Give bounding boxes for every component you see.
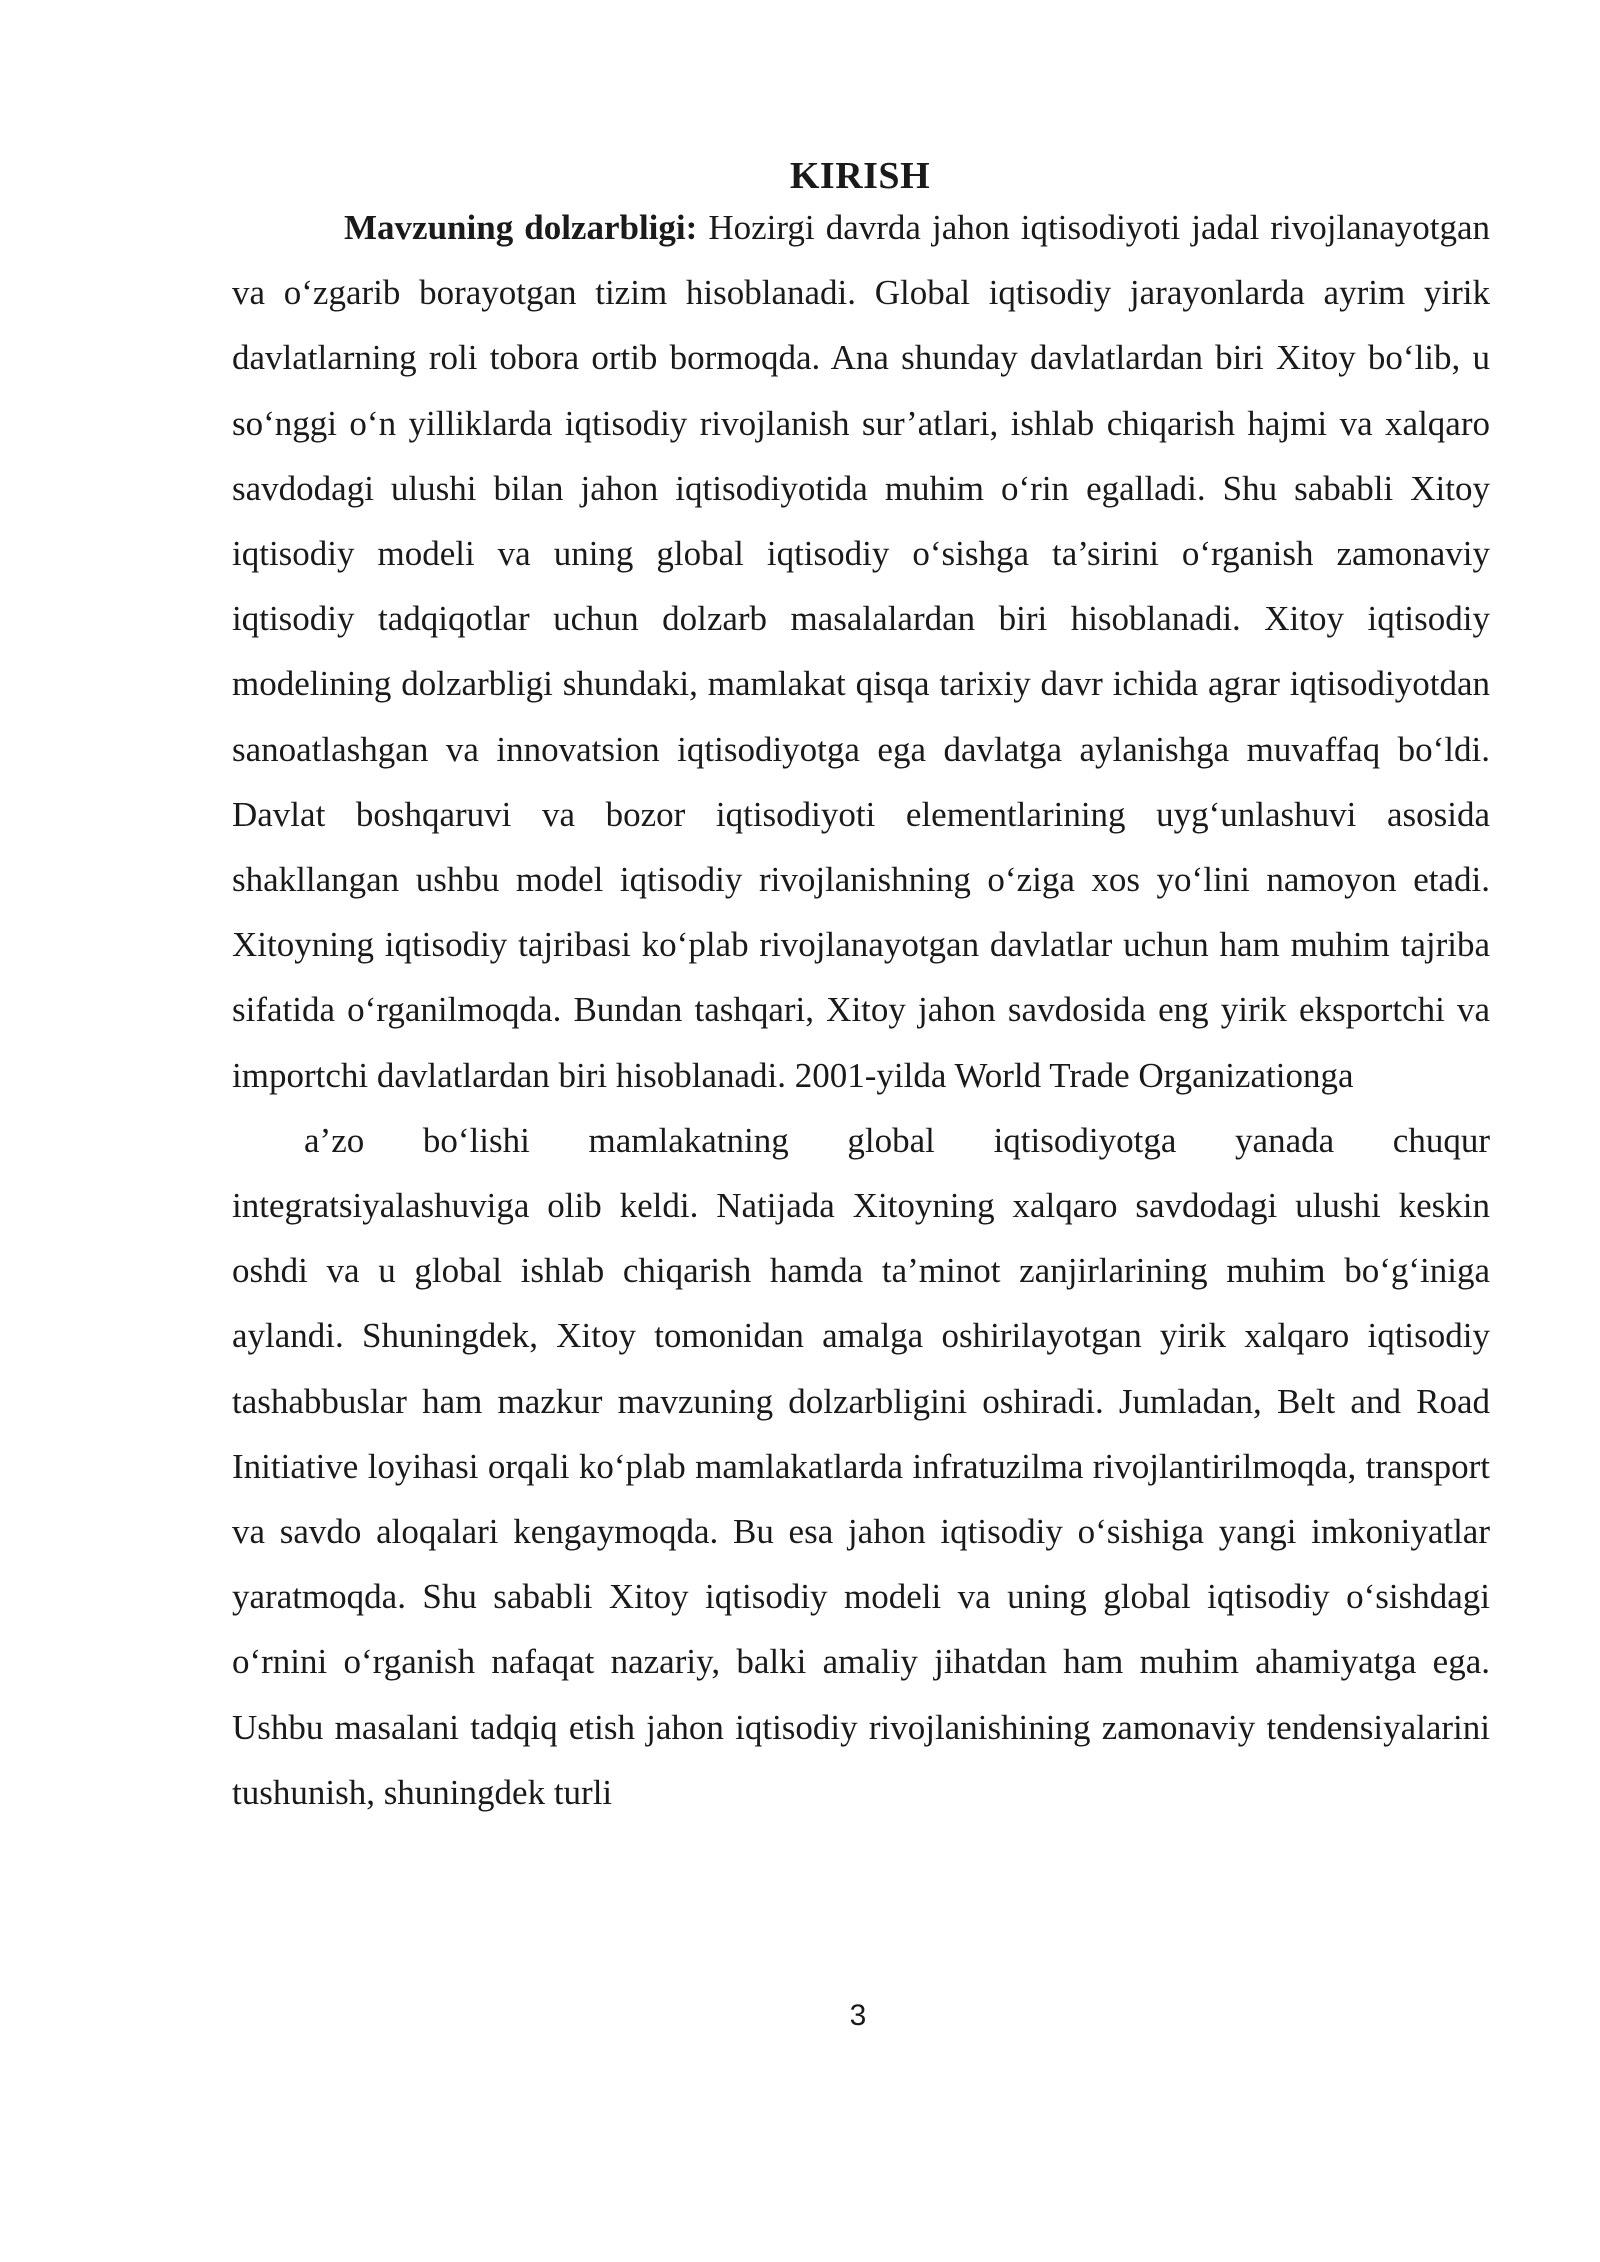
paragraph-1-text: Hozirgi davrda jahon iqtisodiyoti jadal rivojlanayotgan va oʻzgarib borayotgan tizim hisoblanadi. Global iqtisodiy jarayonlarda ayrim yirik davlatlarning roli tobora ortib bormoqda. Ana shunday davlatlardan biri Xitoy boʻlib, u soʻnggi oʻn yilliklarda iqtisodiy rivojlanish sur’atlari, ishlab chiqarish hajmi va xalqaro savdodagi ulushi bilan jahon iqtisodiyotida muhim oʻrin egalladi. Shu sababli Xitoy iqtisodiy modeli va uning global iqtisodiy oʻsishga ta’sirini oʻrganish zamonaviy iqtisodiy tadqiqotlar uchun dolzarb masalalardan biri hisoblanadi. Xitoy iqtisodiy modelining dolzarbligi shundaki, mamlakat qisqa tarixiy davr ichida agrar iqtisodiyotdan sanoatlashgan va innovatsion iqtisodiyotga ega davlatga aylanishga muvaffaq boʻldi. Davlat boshqaruvi va bozor iqtisodiyoti elementlarining uygʻunlashuvi asosida shakllangan ushbu model iqtisodiy rivojlanishning oʻziga xos yoʻlini namoyon etadi. Xitoyning iqtisodiy tajribasi koʻplab rivojlanayotgan davlatlar uchun ham muhim tajriba sifatida oʻrganilmoqda. Bundan tashqari, Xitoy jahon savdosida eng yirik eksportchi va importchi davlatlardan biri hisoblanadi. 2001-yilda World Trade Organizationga [232, 208, 1491, 1095]
section-lead: Mavzuning dolzarbligi: [344, 208, 698, 247]
body-text [232, 195, 1490, 1825]
paragraph-continuation [232, 1108, 1490, 1825]
page-number: 3 [849, 1999, 867, 2032]
paragraph-2-text: a’zo boʻlishi mamlakatning global iqtisodiyotga yanada chuqur integratsiyalashuviga olib keldi. Natijada Xitoyning xalqaro savdodagi ulushi keskin oshdi va u global ishlab chiqarish hamda ta’minot zanjirlarining muhim boʻgʻiniga aylandi. Shuningdek, Xitoy tomonidan amalga oshirilayotgan yirik xalqaro iqtisodiy tashabbuslar ham mazkur mavzuning dolzarbligini oshiradi. Jumladan, Belt and Road Initiative loyihasi orqali koʻplab mamlakatlarda infratuzilma rivojlantirilmoqda, transport va savdo aloqalari kengaymoqda. Bu esa jahon iqtisodiy oʻsishiga yangi imkoniyatlar yaratmoqda. Shu sababli Xitoy iqtisodiy modeli va uning global iqtisodiy oʻsishdagi oʻrnini oʻrganish nafaqat nazariy, balki amaliy jihatdan ham muhim ahamiyatga ega. Ushbu masalani tadqiq etish jahon iqtisodiy rivojlanishining zamonaviy tendensiyalarini tushunish, shuningdek turli [232, 1120, 1490, 1812]
page-title: KIRISH [789, 155, 931, 197]
paragraph-relevance [232, 195, 1490, 1108]
